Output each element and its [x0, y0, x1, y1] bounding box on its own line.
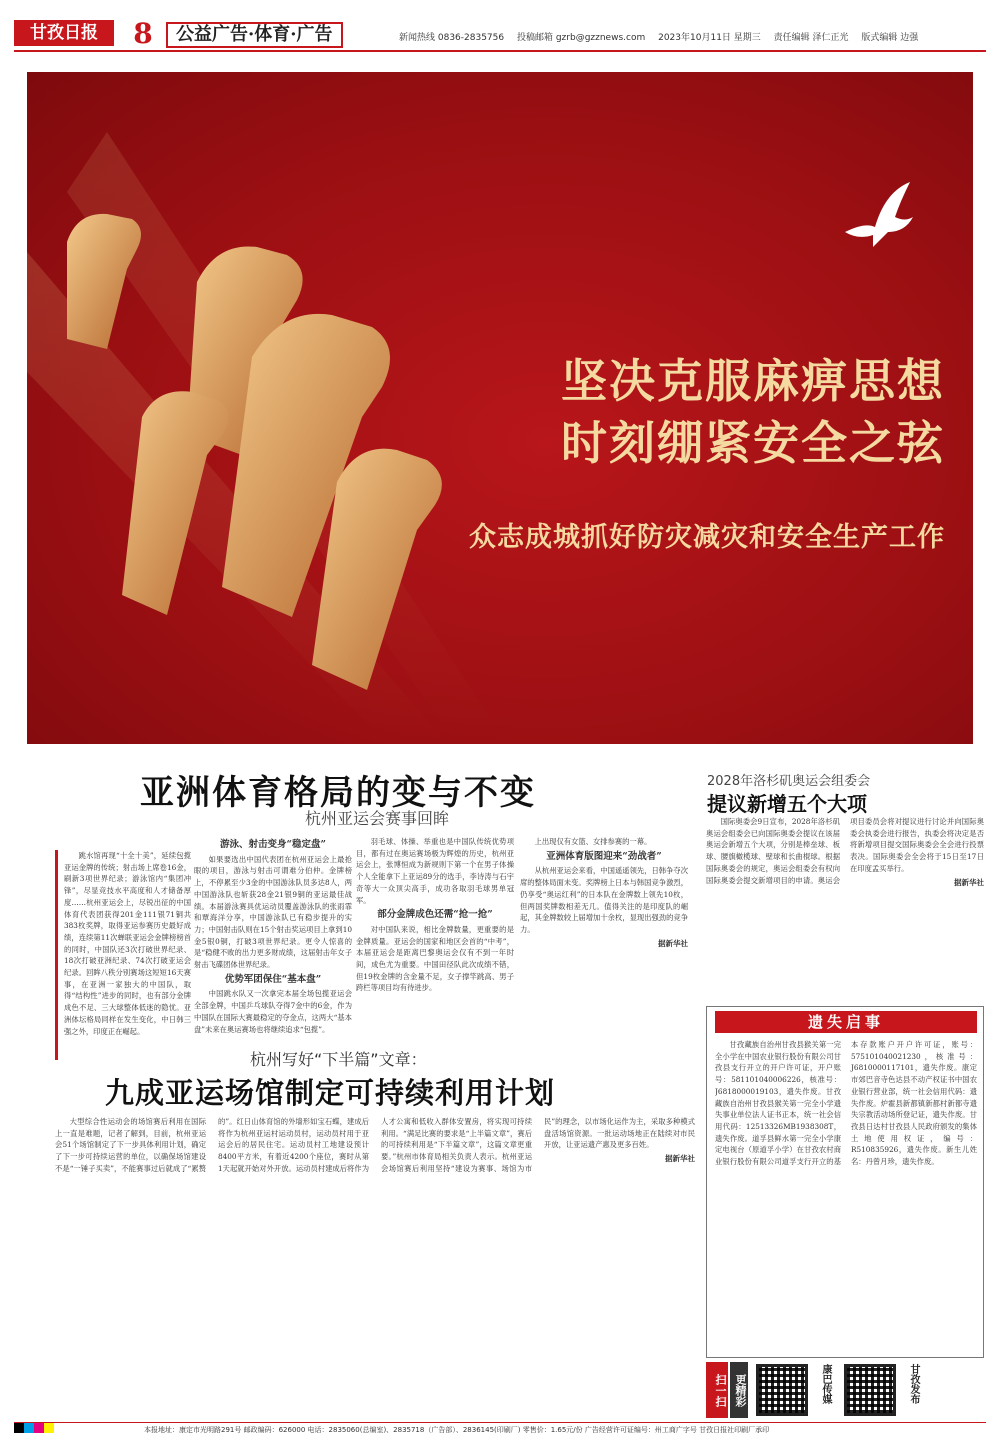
responsible-editor: 责任编辑 泽仁正光: [773, 33, 849, 43]
banner-title-line-1: 坚决克服麻痹思想: [561, 354, 945, 408]
article1-byline: 据新华社: [658, 938, 688, 948]
article2-body-text: 大型综合性运动会的场馆赛后利用在国际上一直是难题，记者了解到，目前，杭州亚运会51个场馆制定了下一步具体利用计划，确定了下一步可持续运营的单位，以确保场馆建设不是“一锤子买卖”，不能赛事过后就成了“累赘的”。红日山体育馆的外墙形如宝石蝶，建成后将作为杭州亚运村运动员村，运动员村用于亚运会后的居民住宅。运动员村工地建设预计8400平方米，有着近4200个座位，赛时从第1天起就开始对外开放。运动员村建成后将作为人才公寓和低收入群体安置房，将实现可持续利用。“满足比赛的要求是“上半篇文章”，赛后的可持续利用是“下半篇文章”，这篇文章更重要。”杭州市体育局相关负责人表示。杭州亚运会场馆赛后利用坚持“建设为赛事、场馆为市民”的理念，以市场化运作为主，采取多种模式盘活场馆资源。一批运动场地正在陆续对市民开放，让亚运遗产惠及更多百姓。: [55, 1117, 695, 1173]
article1-col2b-text: 中国跳水队又一次拿完本届全场包揽亚运会全部金牌，中国乒乓球队夺得7金中的6金，作为中国队在国际大赛最稳定的夺金点，这两大“基本盘”未来在奥运赛场也将继续追求“包揽”。: [194, 989, 352, 1034]
newspaper-logo: 甘孜日报: [14, 20, 114, 46]
article1-subhead-2: 优势军团保住“基本盘”: [224, 973, 322, 985]
notice-text: 甘孜藏族自治州甘孜县猴关第一完全小学在中国农业银行股份有限公司甘孜县支行开立的开户许可证，开户账号：581101040006226，核准号：J6818000019103，遗失作废。甘孜藏族自治州甘孜县猴关第一完全小学遗失事业单位法人证书正本，统一社会信用代码：12513326MB1938308T，遗失作废。道孚县鲜水第一完全小学康定电视台（原道孚小学）在甘孜农村商业银行股份有限公司道孚支行开立的基本存款账户开户许可证，账号：575101040021230，核准号：J6810000117101，遗失作废。康定市郊巴音寺色达县不动产权证书中国农业银行营业部，统一社会信用代码：遗失作废。炉霍县新都镇新都村新都寺遗失宗教活动场所登记证，遗失作废。甘孜县日达村甘孜县人民政府颁发的集体土地使用权证，编号：R510835926，遗失作废。新生儿姓名：丹曾月珍，遗失作废。: [715, 1040, 977, 1167]
section-title: 公益广告·体育·广告: [166, 22, 343, 48]
public-service-banner: [27, 72, 973, 744]
layout-editor: 版式编辑 边强: [861, 33, 919, 43]
olympics-byline: 据新华社: [954, 877, 984, 887]
article1-subhead-1: 游泳、射击变身“稳定盘”: [220, 839, 326, 850]
qr-code-kangba[interactable]: [756, 1364, 808, 1416]
more-tag: 更精彩: [730, 1362, 748, 1418]
article1-col4-text: 上出现仅有女篮、女排参赛的一幕。: [534, 837, 652, 846]
article1-subhead-3: 部分金牌成色还需“抢一抢”: [377, 909, 493, 921]
banner-subtitle: 众志成城抓好防灾减灾和安全生产工作: [469, 522, 945, 553]
notice-body: [715, 1039, 977, 1353]
article1-lead-box: [55, 850, 191, 1060]
banner-title-line-2: 时刻绷紧安全之弦: [561, 416, 945, 470]
page-number: 8: [133, 17, 153, 50]
footer-info: 本报地址：康定市光明路291号 邮政编码：626000 电话：2835060(总编室)、2835718（广告部）、2836145(印刷厂) 零售价：1.65元/份 广告经营许可证编号：州工商广字号 甘孜日报社印刷厂承印: [14, 1422, 986, 1434]
masthead-meta: [399, 30, 928, 43]
article1-col3-text: 羽毛球、体操、举重也是中国队传统优势项目，都有过在奥运赛场极为辉煌的历史，杭州亚运会上，张博恒成为新规则下第一个在男子体操个人全能拿下上亚运89分的选手，李诗涛与石宇奇等大一众顶尖高手，成功各取羽毛球男单冠军。: [356, 837, 514, 905]
banner-title: [445, 350, 945, 474]
article1-column-3: [356, 836, 514, 1034]
masthead: [14, 18, 986, 52]
article1-col3b-text: 对中国队来说，相比金牌数量，更重要的是金牌质量。亚运会的国家和地区会首的“中考”，本届亚运会是距离巴黎奥运会仅有不到一年时间，成色尤为重要。中国田径队此次成绩不错，但19枚金牌的含金量不足，女子撑竿跳高、男子跨栏等项目均有待进步。: [356, 924, 514, 993]
fist-icon: [67, 214, 141, 349]
article2-kicker: 杭州写好“下半篇”文章：: [250, 1050, 427, 1069]
article1-column-2: [194, 836, 352, 1034]
article1-column-4: [520, 836, 688, 1034]
dove-icon: [835, 182, 915, 252]
ganzi-release-label: 甘孜发布: [908, 1364, 919, 1404]
olympics-body: [706, 816, 984, 1000]
olympics-body-text: 国际奥委会9日宣布，2028年洛杉矶奥运会组委会已向国际奥委会提议在该届奥运会新增五个大项，分别是棒垒球、板球、腰旗橄榄球、壁球和长曲棍球。根据国际奥委会的规定，奥运会组委会有权向国际奥委会提交新增项目的申请。奥运会项目委员会将对提议进行讨论并向国际奥委会执委会进行报告，执委会将决定是否将新增项目提交国际奥委会全会进行投票表决。国际奥委会全会将于15日至17日在印度孟买举行。: [706, 817, 984, 885]
email: 投稿邮箱 gzrb@gzznews.com: [516, 33, 646, 43]
olympics-kicker: 2028年洛杉矶奥运会组委会: [707, 774, 871, 789]
article1-col4b-text: 从杭州亚运会来看，中国遥遥领先，日韩争夺次席的整体局面未变。奖牌榜上日本与韩国竞争激烈，仍享受“奥运红利”的日本队在金牌数上领先10枚，但两国奖牌数相差无几。值得关注的是印度队的崛起，其金牌数较上届增加十余枚，显现出强劲的竞争力。: [520, 866, 688, 934]
article1-subtitle: 杭州亚运会赛事回眸: [305, 809, 450, 828]
article1-col2-text: 如果要选出中国代表团在杭州亚运会上最抢眼的项目，游泳与射击可谓难分伯仲。金牌榜上，不停累至少3金的中国游泳队员多达8人，两中国游泳队也斩获28金21银9铜的亚运最佳战绩。本届游泳赛具优运动员覆盖游泳队的张雨霏和覃海洋分享，中国游泳队已有稳步提升的实力；中国射击队则在15个射击奖运项目上拿到10金5银0铜，打破3项世界纪录。更令人惊喜的是“稳健不败的出力更多财成绩，这届射击年女子射击飞碟团体世界纪录。: [194, 854, 352, 970]
qr-ad-strip: [706, 1362, 984, 1420]
qr-code-ganzi[interactable]: [844, 1364, 896, 1416]
article2-title: 九成亚运场馆制定可持续利用计划: [105, 1076, 556, 1110]
issue-date: 2023年10月11日 星期三: [658, 33, 761, 43]
article1-lead-text: 跳水馆再现“十全十美”，延续包揽亚运金牌的传统；射击场上席卷16金，刷新3项世界纪录；游泳馆内“集团冲锋”，尽显竞技水平高度和人才储备厚度……杭州亚运会上，尽锐出征的中国体育代表团获得201金111银71铜共383枚奖牌，取得亚运参赛历史最好成绩，连续第11次蝉联亚运会金牌榜榜首的同时，中国队还3次打破世界纪录、18次打破亚洲纪录、74次打破亚运会纪录。回眸八秩分别赛场这短短16天赛事，在亚洲一家独大的中国队，取得“结构性”进步的同时，也有部分金牌成色不足、三大球整体低迷的隐忧。亚洲体坛格局同样在发生变化，中日韩三强之外，印度正在崛起。: [64, 851, 191, 1036]
article2-byline: 据新华社: [665, 1154, 695, 1164]
notice-heading: 遗失启事: [715, 1011, 977, 1033]
lost-notice-box: [706, 1006, 984, 1358]
kangba-media-label: 康巴传媒: [820, 1364, 831, 1404]
olympics-title: 提议新增五个大项: [707, 792, 867, 816]
scan-tag: 扫一扫: [706, 1362, 728, 1418]
article1-title: 亚洲体育格局的变与不变: [140, 773, 536, 813]
article2-body: [55, 1116, 695, 1416]
article1-lead: [64, 850, 191, 1060]
article1-subhead-4: 亚洲体育版图迎来“劲战者”: [546, 850, 662, 862]
hotline: 新闻热线 0836-2835756: [399, 33, 505, 43]
